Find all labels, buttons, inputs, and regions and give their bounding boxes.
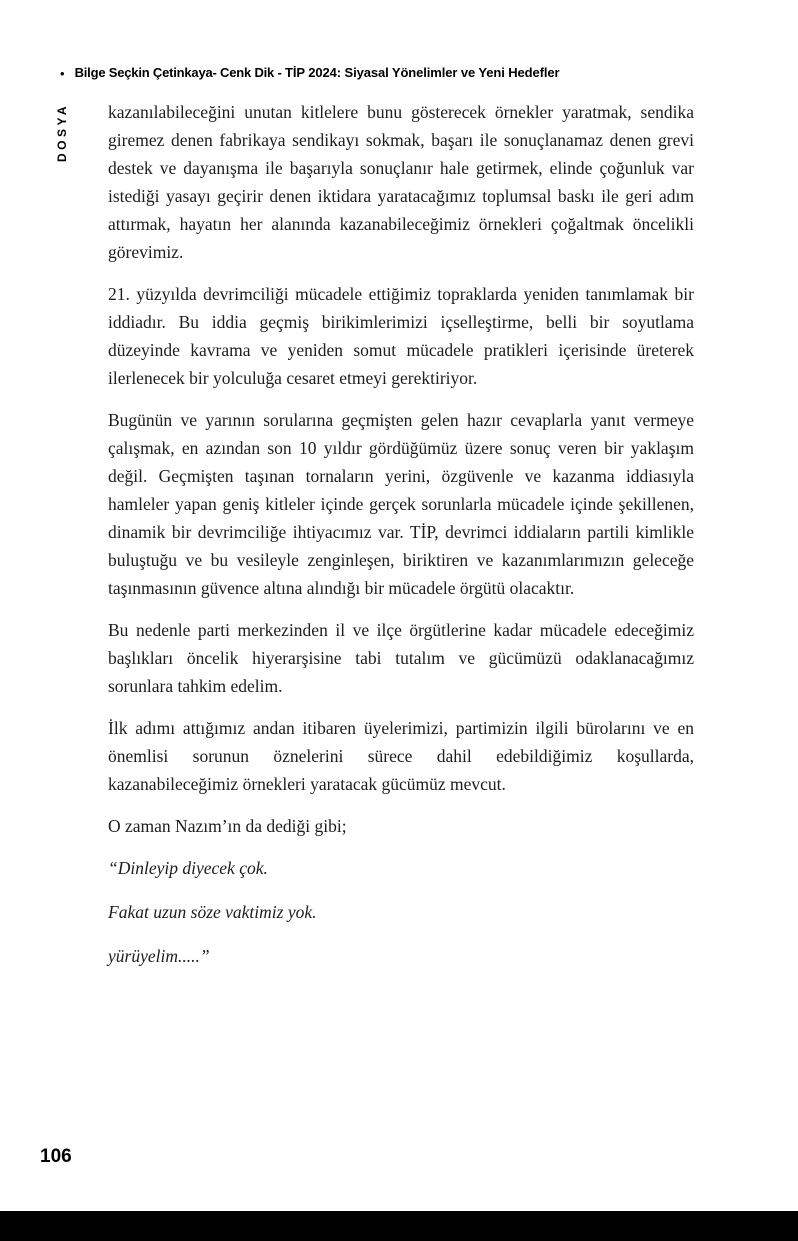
body-paragraph: kazanılabileceğini unutan kitlelere bunu gösterecek örnekler yaratmak, sendika giremez denen fabrikaya sendikayı sokmak, başarı ile sonuçlanamaz denen grevi destek ve dayanışma ile başarıyla sonuçlanır hale getirmek, elinde çoğunluk var istediği yasayı geçirir denen iktidara yaratacağımız toplumsal baskı ile geri adım attırmak, hayatın her alanında kazanabileceğimiz örnekleri çoğaltmak öncelikli görevimiz. — [108, 102, 694, 262]
header-bullet-icon: • — [60, 66, 65, 82]
body-paragraph: İlk adımı attığımız andan itibaren üyelerimizi, partimizin ilgili bürolarını ve en önemlisi sorunun öznelerini sürece dahil edebildiğimiz koşullarda, kazanabileceğimiz örnekleri yaratacak gücümüz mevcut. — [108, 718, 694, 794]
quote-intro: O zaman Nazım’ın da dediği gibi; — [108, 816, 347, 836]
page-header — [60, 64, 760, 82]
margin-section-label: DOSYA — [55, 102, 69, 162]
header-authors: Bilge Seçkin Çetinkaya- Cenk Dik - — [74, 65, 286, 80]
page-number: 106 — [40, 1146, 72, 1167]
body-paragraph: 21. yüzyılda devrimciliği mücadele ettiğimiz topraklarda yeniden tanımlamak bir iddiadır. Bu iddia geçmiş birikimlerimizi içselleştirme, belli bir soyutlama düzeyinde kavrama ve yeniden somut mücadele pratikleri içerisinde üreterek ilerlenecek bir yolculuğa cesaret etmeyi gerektiriyor. — [108, 284, 694, 388]
body-paragraph: Bugünün ve yarının sorularına geçmişten gelen hazır cevaplarla yanıt vermeye çalışmak, en azından son 10 yıldır gördüğümüz üzere sonuç veren bir yaklaşım değil. Geçmişten taşınan tornaların yerini, özgüvenle ve kazanma iddiasıyla hamleler yapan geniş kitleler içinde gerçek sorunlarla mücadele içinde şekillenen, dinamik bir devrimciliğe ihtiyacımız var. TİP, devrimci iddiaların partili kimlikle buluştuğu ve bu vesileyle zenginleşen, biriktiren ve kazanımlarımızın geleceğe taşınmasının güvence altına alındığı bir mücadele örgütü olacaktır. — [108, 410, 694, 598]
footer-bar — [0, 1211, 798, 1241]
quote-line: yürüyelim.....” — [108, 946, 210, 966]
article-body — [108, 98, 694, 986]
header-document-title: TİP 2024: Siyasal Yönelimler ve Yeni Hedefler — [285, 65, 560, 80]
body-paragraph: Bu nedenle parti merkezinden il ve ilçe örgütlerine kadar mücadele edeceğimiz başlıkları öncelik hiyerarşisine tabi tutalım ve gücümüzü odaklanacağımız sorunlara tahkim edelim. — [108, 620, 694, 696]
quote-line: “Dinleyip diyecek çok. — [108, 858, 268, 878]
quote-line: Fakat uzun söze vaktimiz yok. — [108, 902, 317, 922]
